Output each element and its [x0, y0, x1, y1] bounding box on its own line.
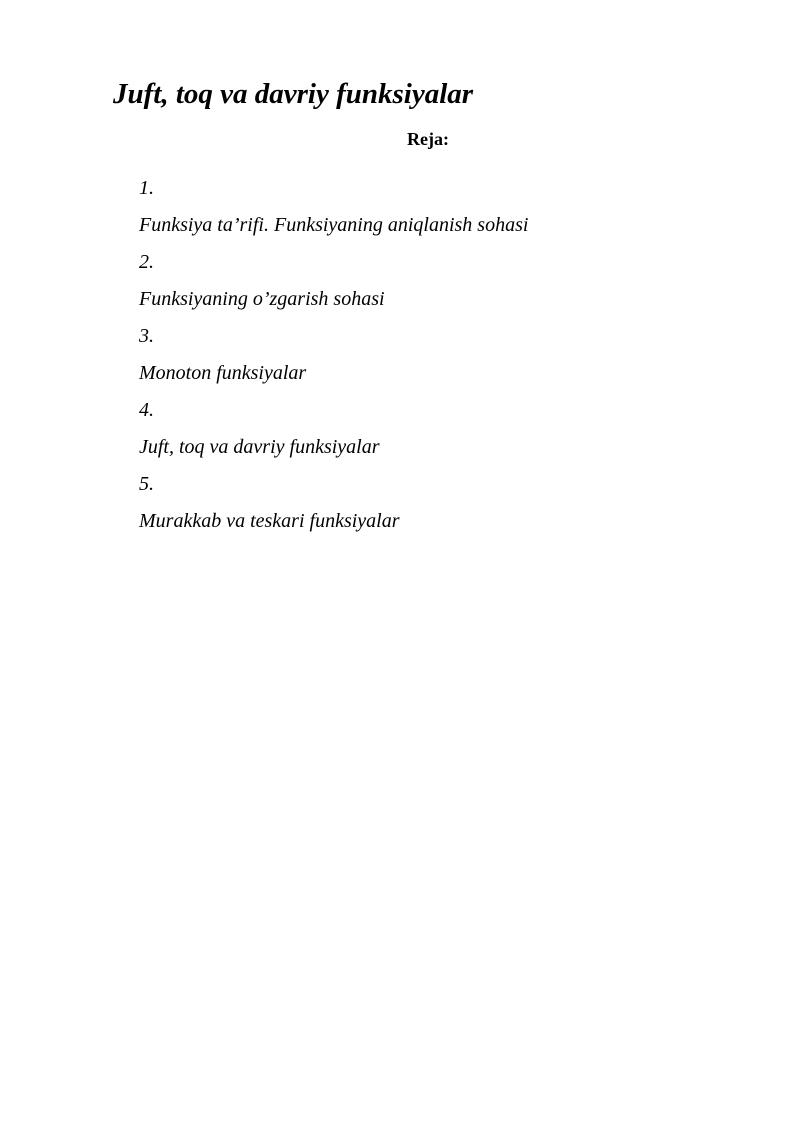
plan-heading: Reja:: [407, 129, 449, 149]
plan-item-number: 4.: [139, 399, 154, 421]
plan-item-number: 5.: [139, 473, 154, 495]
plan-item-3: [139, 318, 528, 392]
plan-list: [139, 170, 528, 540]
plan-item-number: 3.: [139, 325, 154, 347]
plan-item-text: Monoton funksiyalar: [139, 362, 307, 384]
plan-item-text: Funksiya ta’rifi. Funksiyaning aniqlanish sohasi: [139, 214, 529, 236]
plan-item-text: Juft, toq va davriy funksiyalar: [139, 436, 380, 458]
plan-item-4: [139, 392, 528, 466]
plan-item-2: [139, 244, 528, 318]
plan-item-text: Murakkab va teskari funksiyalar: [139, 510, 400, 532]
plan-item-1: [139, 170, 528, 244]
document-title: Juft, toq va davriy funksiyalar: [113, 78, 474, 110]
plan-item-text: Funksiyaning o’zgarish sohasi: [139, 288, 385, 310]
plan-item-number: 2.: [139, 251, 154, 273]
plan-item-5: [139, 466, 528, 540]
plan-item-number: 1.: [139, 177, 154, 199]
